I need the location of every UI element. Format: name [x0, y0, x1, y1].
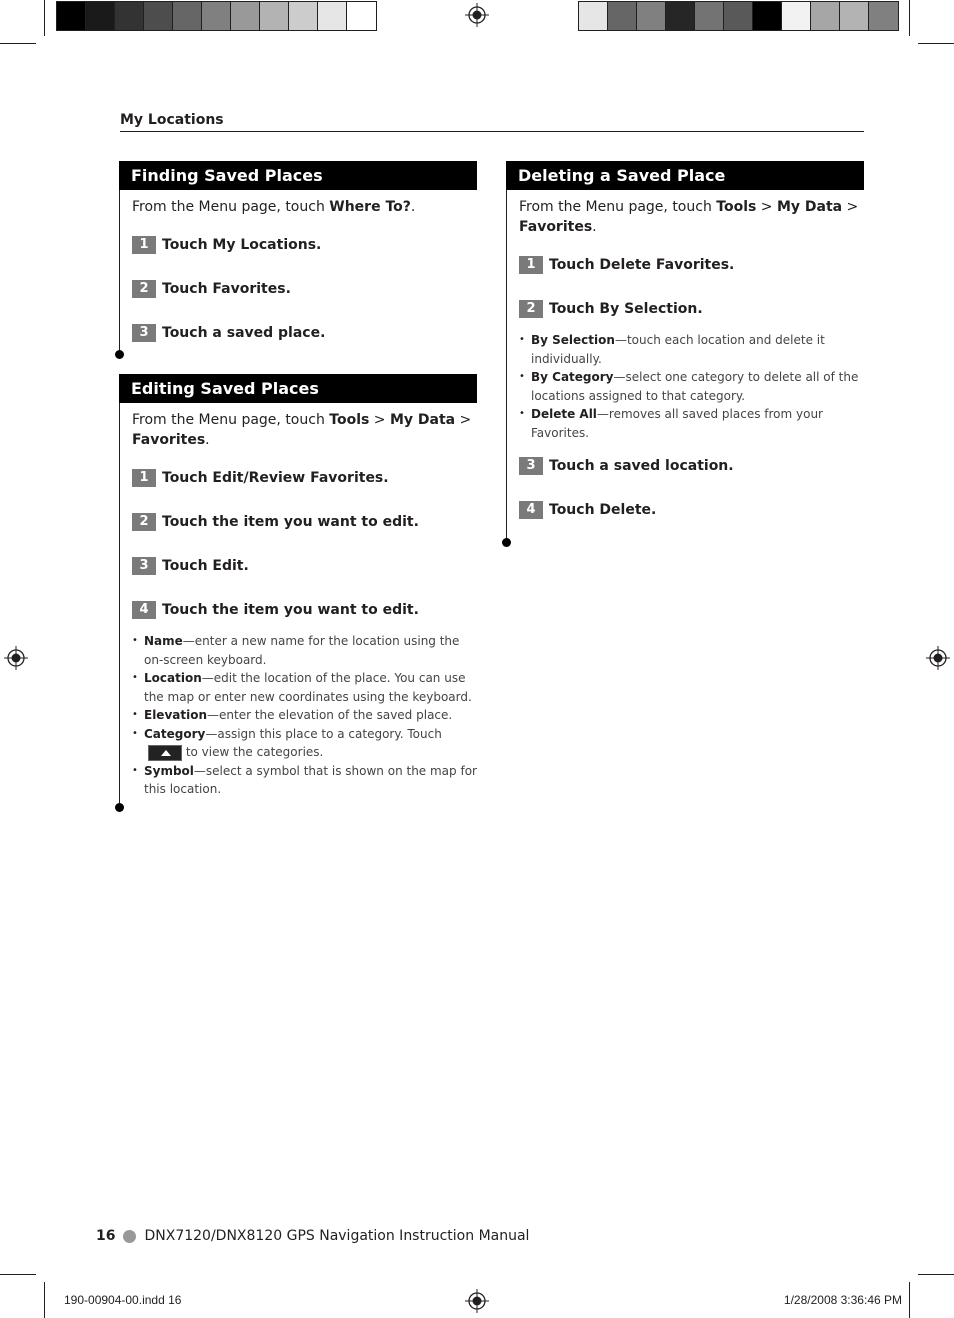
- crop-mark: [909, 0, 910, 36]
- color-swatch: [144, 2, 173, 30]
- step-number: 1: [519, 256, 543, 274]
- left-column: [119, 161, 477, 796]
- option-list: [132, 632, 477, 799]
- step: [519, 255, 864, 275]
- crop-mark: [918, 43, 954, 44]
- step-text: Touch Edit.: [162, 558, 249, 574]
- section-body: [119, 403, 477, 808]
- step-text: Touch a saved location.: [549, 458, 734, 474]
- option-list: [519, 331, 864, 442]
- step: [519, 456, 864, 476]
- crop-mark: [0, 1274, 36, 1275]
- step-text: Touch By Selection.: [549, 301, 703, 317]
- color-swatch: [260, 2, 289, 30]
- section-end-marker: [115, 350, 124, 359]
- color-swatch: [202, 2, 231, 30]
- list-item: • Location—edit the location of the place. You can use the map or enter new coordinates using the keyboard.: [132, 669, 477, 706]
- swatch-bar-right: [578, 1, 899, 31]
- step: [519, 299, 864, 319]
- crop-mark: [44, 0, 45, 36]
- step-number: 4: [132, 601, 156, 619]
- section-finding-saved-places: [119, 161, 477, 355]
- color-swatch: [782, 2, 811, 30]
- color-swatch: [173, 2, 202, 30]
- list-item: • Symbol—select a symbol that is shown on the map for this location.: [132, 762, 477, 799]
- step-number: 3: [519, 457, 543, 475]
- step: [519, 500, 864, 520]
- step-text: Touch Edit/Review Favorites.: [162, 470, 389, 486]
- color-swatch: [86, 2, 115, 30]
- step-text: Touch Delete Favorites.: [549, 257, 735, 273]
- step-number: 2: [132, 280, 156, 298]
- step-number: 2: [519, 300, 543, 318]
- list-item: • By Selection—touch each location and delete it individually.: [519, 331, 864, 368]
- crop-mark: [0, 43, 36, 44]
- step: [132, 468, 477, 488]
- step-number: 2: [132, 513, 156, 531]
- color-swatch: [608, 2, 637, 30]
- color-swatch: [289, 2, 318, 30]
- step-number: 1: [132, 469, 156, 487]
- step-text: Touch the item you want to edit.: [162, 514, 419, 530]
- color-swatch: [753, 2, 782, 30]
- color-swatch: [869, 2, 898, 30]
- section-intro: From the Menu page, touch Tools > My Data > Favorites.: [519, 199, 859, 235]
- manual-title: DNX7120/DNX8120 GPS Navigation Instruction Manual: [144, 1228, 530, 1244]
- step-number: 4: [519, 501, 543, 519]
- step-text: Touch Favorites.: [162, 281, 291, 297]
- section-end-marker: [502, 538, 511, 547]
- section-title: Editing Saved Places: [119, 374, 477, 403]
- registration-mark-icon: [465, 3, 489, 27]
- crop-mark: [909, 1282, 910, 1318]
- step: [132, 512, 477, 532]
- section-body: [506, 190, 864, 543]
- list-item: • Category—assign this place to a category. Touch to view the categories.: [132, 725, 477, 762]
- page-number: 16: [96, 1228, 116, 1244]
- color-swatch: [231, 2, 260, 30]
- step-text: Touch the item you want to edit.: [162, 602, 419, 618]
- crop-mark: [918, 1274, 954, 1275]
- running-head: My Locations: [120, 110, 864, 132]
- color-swatch: [115, 2, 144, 30]
- swatch-bar-left: [56, 1, 377, 31]
- step-text: Touch a saved place.: [162, 325, 326, 341]
- step-number: 3: [132, 324, 156, 342]
- color-swatch: [666, 2, 695, 30]
- slug-file: 190-00904-00.indd 16: [64, 1293, 182, 1307]
- color-swatch: [347, 2, 376, 30]
- section-intro: From the Menu page, touch Tools > My Data > Favorites.: [132, 412, 472, 448]
- step: [132, 279, 477, 299]
- color-swatch: [811, 2, 840, 30]
- color-swatch: [695, 2, 724, 30]
- section-editing-saved-places: [119, 374, 477, 808]
- step-text: Touch My Locations.: [162, 237, 322, 253]
- step: [132, 235, 477, 255]
- color-swatch: [724, 2, 753, 30]
- bullet-dot-icon: [123, 1230, 136, 1243]
- list-item: • Name—enter a new name for the location using the on-screen keyboard.: [132, 632, 477, 669]
- list-item: • By Category—select one category to delete all of the locations assigned to that category.: [519, 368, 864, 405]
- section-intro: From the Menu page, touch Where To?.: [132, 199, 416, 215]
- registration-mark-icon: [465, 1289, 489, 1313]
- section-body: [119, 190, 477, 355]
- crop-mark: [44, 1282, 45, 1318]
- registration-mark-icon: [926, 646, 950, 670]
- color-swatch: [840, 2, 869, 30]
- list-item: • Delete All—removes all saved places from your Favorites.: [519, 405, 864, 442]
- up-arrow-icon: [148, 745, 182, 761]
- step: [132, 600, 477, 620]
- step: [132, 556, 477, 576]
- section-title: Finding Saved Places: [119, 161, 477, 190]
- right-column: [506, 161, 864, 543]
- color-swatch: [637, 2, 666, 30]
- section-end-marker: [115, 803, 124, 812]
- page-footer: [96, 1226, 529, 1246]
- step-text: Touch Delete.: [549, 502, 657, 518]
- step-number: 3: [132, 557, 156, 575]
- registration-mark-icon: [4, 646, 28, 670]
- color-swatch: [579, 2, 608, 30]
- section-title: Deleting a Saved Place: [506, 161, 864, 190]
- list-item: • Elevation—enter the elevation of the saved place.: [132, 706, 477, 725]
- section-deleting-saved-place: [506, 161, 864, 543]
- step: [132, 323, 477, 343]
- color-swatch: [318, 2, 347, 30]
- step-number: 1: [132, 236, 156, 254]
- color-swatch: [57, 2, 86, 30]
- slug-datetime: 1/28/2008 3:36:46 PM: [783, 1293, 902, 1307]
